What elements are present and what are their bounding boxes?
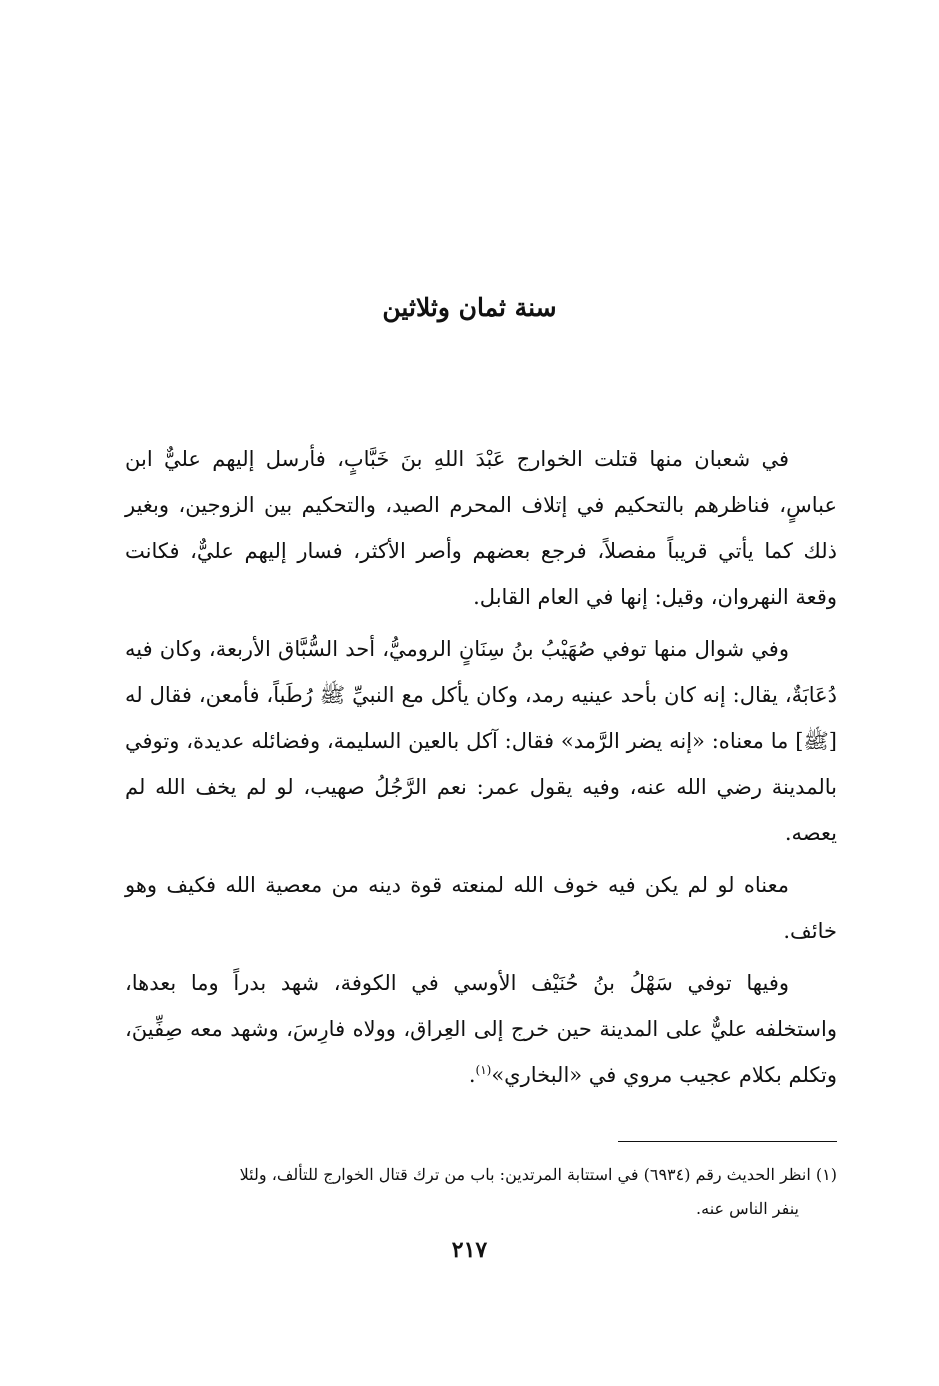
paragraph-2: وفي شوال منها توفي صُهَيْبُ بنُ سِنَانٍ الروميُّ، أحد السُّبَّاق الأربعة، وكان فيه دُعَابَةٌ، يقال: إنه كان بأحد عينيه رمد، وكان يأكل مع النبيِّ ﷺ رُطَباً، فأمعن، فقال له [ﷺ] ما معناه: «إنه يضر الرَّمد» فقال: آكل بالعين السليمة، وفضائله عديدة، وتوفي بالمدينة رضي الله عنه، وفيه يقول عمر: نعم الرَّجُلُ صهيب، لو لم يخف الله لم يعصه. xyxy=(125,637,837,845)
paragraph-3: معناه لو لم يكن فيه خوف الله لمنعته قوة دينه من معصية الله فكيف وهو خائف. xyxy=(125,873,837,943)
paragraph-4 xyxy=(125,960,837,1098)
chapter-heading: سنة ثمان وثلاثين xyxy=(382,293,557,322)
page-number: ٢١٧ xyxy=(451,1237,488,1263)
body-text xyxy=(125,436,837,1098)
footnote-continuation: ينفر الناس عنه. xyxy=(696,1199,799,1218)
paragraph-4-text: وفيها توفي سَهْلُ بنُ حُنَيْف الأوسي في الكوفة، شهد بدراً وما بعدها، واستخلفه عليٌّ على المدينة حين خرج إلى العِراق، وولاه فارِسَ، وشهد معه صِفِّينَ، وتكلم بكلام عجيب مروي في «البخاري» xyxy=(125,971,837,1087)
paragraph-1: في شعبان منها قتلت الخوارج عَبْدَ اللهِ بنَ خَبَّابٍ، فأرسل إليهم عليٌّ ابن عباسٍ، فناظرهم بالتحكيم في إتلاف المحرم الصيد، والتحكيم بين الزوجين، وبغير ذلك كما يأتي قريباً مفصلاً، فرجع بعضهم وأصر الأكثر، فسار إليهم عليٌّ، فكانت وقعة النهروان، وقيل: إنها في العام القابل. xyxy=(125,447,837,609)
paragraph-4-end: . xyxy=(468,1063,476,1087)
footnote-reference: (١) xyxy=(475,1063,492,1077)
footnote-divider xyxy=(618,1141,837,1142)
footnote xyxy=(125,1158,837,1226)
footnote-lead: (١) انظر الحديث رقم (٦٩٣٤) في استتابة المرتدين: باب من ترك قتال الخوارج للتألف، ولئلا xyxy=(239,1165,837,1184)
